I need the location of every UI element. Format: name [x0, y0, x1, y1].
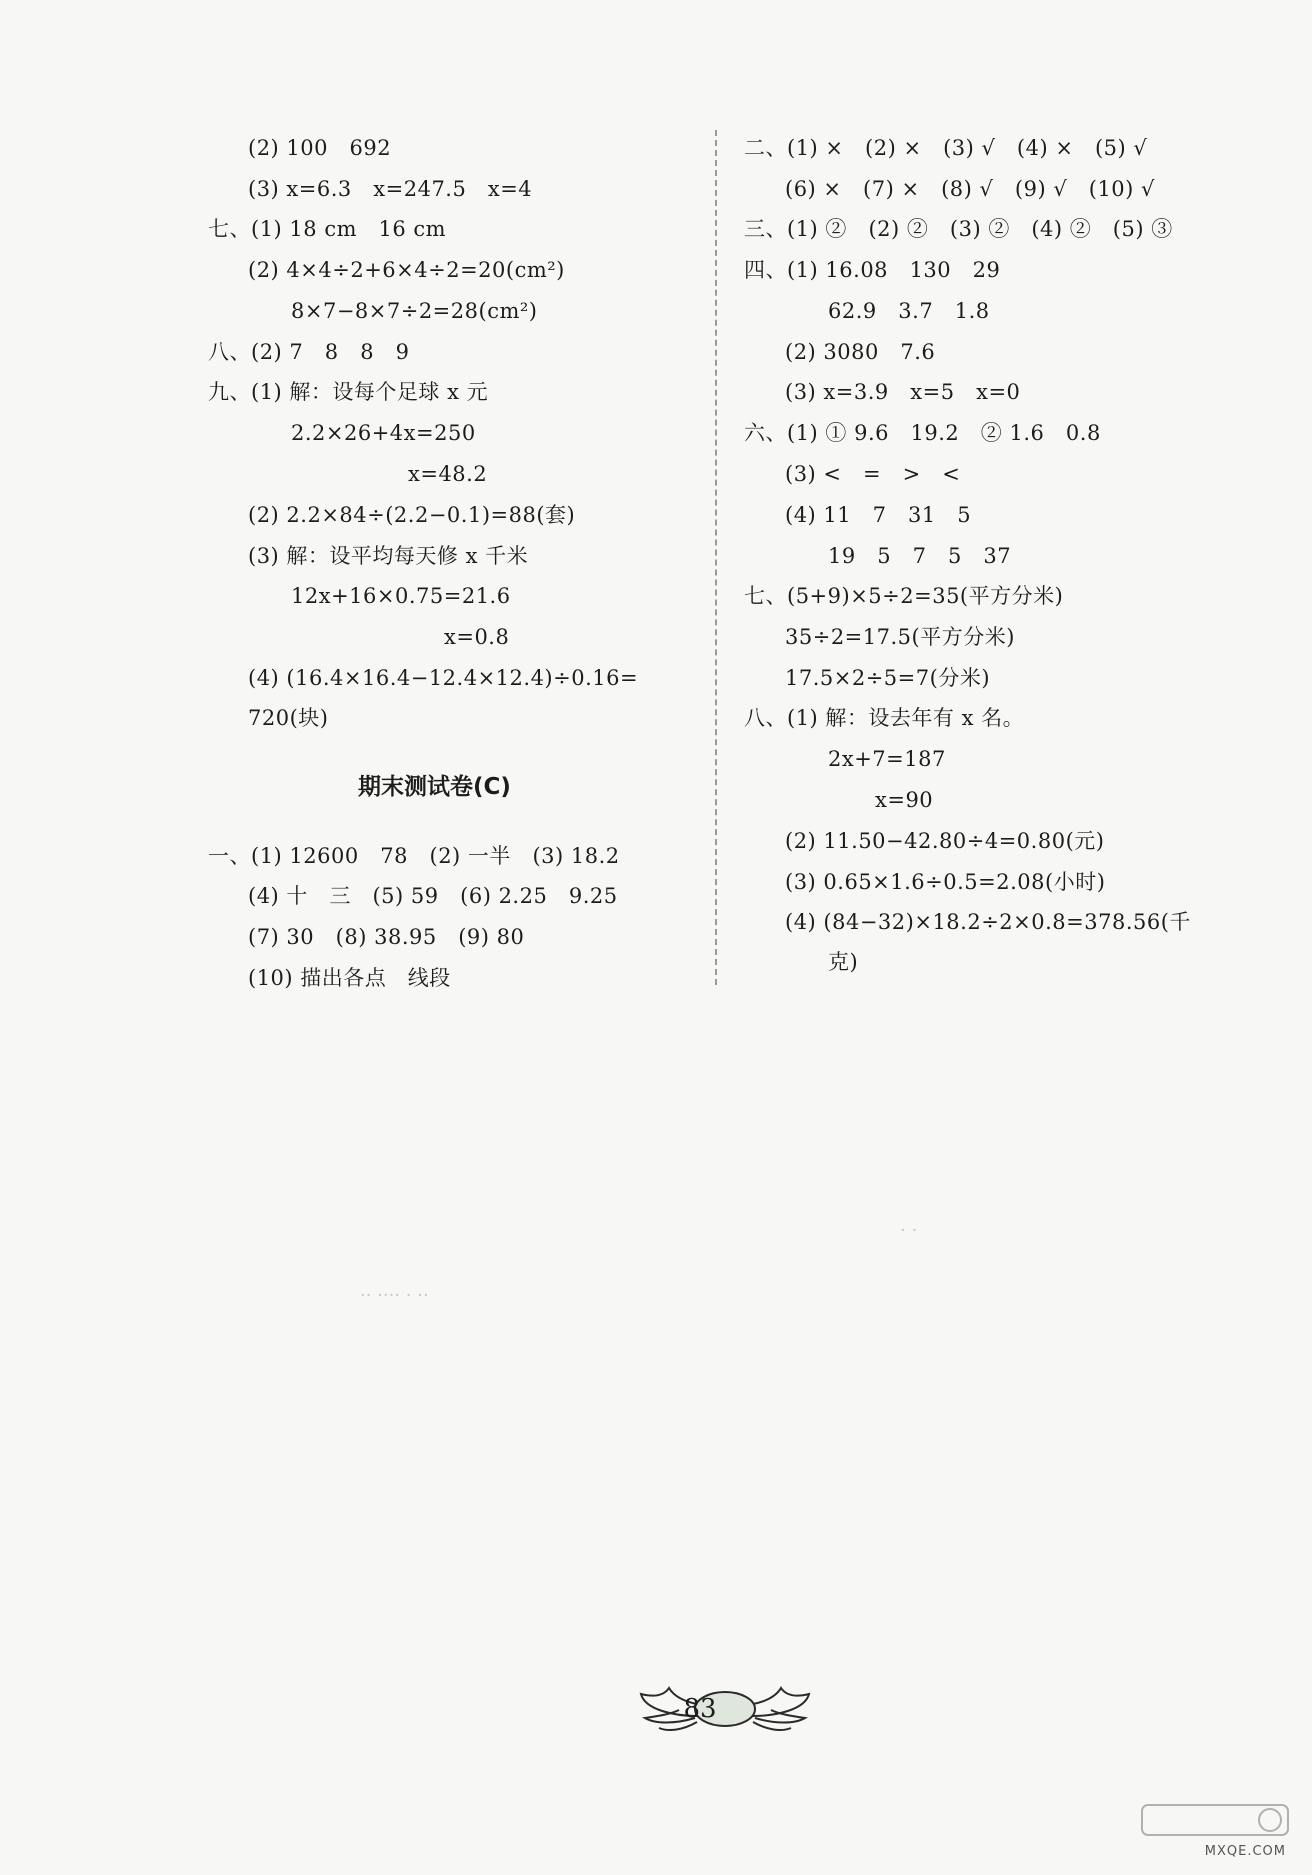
left-line-6: 八、(2) 7 8 8 9	[208, 340, 410, 364]
section-title: 期末测试卷(C)	[358, 774, 511, 800]
right-line-12: 七、(5+9)×5÷2=35(平方分米)	[744, 584, 1064, 608]
left-line-2: (3) x=6.3 x=247.5 x=4	[248, 177, 533, 201]
right-line-1: 二、(1) × (2) × (3) √ (4) × (5) √	[744, 136, 1148, 160]
left-line-9: x=48.2	[408, 462, 488, 486]
right-line-16: 2x+7=187	[828, 747, 946, 771]
right-line-15: 八、(1) 解：设去年有 x 名。	[744, 706, 1025, 730]
left-line-10: (2) 2.2×84÷(2.2−0.1)=88(套)	[248, 503, 576, 527]
right-line-4: 四、(1) 16.08 130 29	[744, 258, 1001, 282]
right-line-2: (6) × (7) × (8) √ (9) √ (10) √	[785, 177, 1155, 201]
right-line-7: (3) x=3.9 x=5 x=0	[785, 380, 1021, 404]
section-line-2: (4) 十 三 (5) 59 (6) 2.25 9.25	[248, 884, 618, 908]
right-line-20: (4) (84−32)×18.2÷2×0.8=378.56(千	[785, 910, 1191, 934]
left-line-5: 8×7−8×7÷2=28(cm²)	[291, 299, 538, 323]
section-line-3: (7) 30 (8) 38.95 (9) 80	[248, 925, 525, 949]
section-line-4: (10) 描出各点 线段	[248, 966, 451, 990]
right-line-5: 62.9 3.7 1.8	[828, 299, 990, 323]
right-line-14: 17.5×2÷5=7(分米)	[785, 666, 991, 690]
right-line-18: (2) 11.50−42.80÷4=0.80(元)	[785, 829, 1105, 853]
right-line-3: 三、(1) ② (2) ② (3) ② (4) ② (5) ③	[744, 217, 1173, 241]
scan-artifact: ·· ···· · ··	[360, 1285, 429, 1306]
right-line-9: (3) < = > <	[785, 462, 961, 486]
left-line-14: (4) (16.4×16.4−12.4×12.4)÷0.16=	[248, 666, 639, 690]
left-line-1: (2) 100 692	[248, 136, 392, 160]
right-line-13: 35÷2=17.5(平方分米)	[785, 625, 1015, 649]
left-line-3: 七、(1) 18 cm 16 cm	[208, 217, 447, 241]
column-divider	[715, 130, 717, 985]
watermark-text: MXQE.COM	[1204, 1844, 1286, 1859]
right-line-19: (3) 0.65×1.6÷0.5=2.08(小时)	[785, 870, 1106, 894]
right-line-11: 19 5 7 5 37	[828, 544, 1012, 568]
left-line-4: (2) 4×4÷2+6×4÷2=20(cm²)	[248, 258, 565, 282]
page-number: 83	[683, 1694, 717, 1724]
left-line-15: 720(块)	[248, 706, 329, 730]
scan-artifact: · ·	[900, 1220, 918, 1241]
right-line-6: (2) 3080 7.6	[785, 340, 936, 364]
right-line-17: x=90	[875, 788, 934, 812]
left-line-11: (3) 解：设平均每天修 x 千米	[248, 544, 529, 568]
left-line-7: 九、(1) 解：设每个足球 x 元	[208, 380, 489, 404]
left-line-13: x=0.8	[444, 625, 510, 649]
right-line-8: 六、(1) ① 9.6 19.2 ② 1.6 0.8	[744, 421, 1101, 445]
right-line-21: 克)	[828, 950, 859, 974]
right-line-10: (4) 11 7 31 5	[785, 503, 972, 527]
section-line-1: 一、(1) 12600 78 (2) 一半 (3) 18.2	[208, 844, 620, 868]
left-line-8: 2.2×26+4x=250	[291, 421, 476, 445]
left-line-12: 12x+16×0.75=21.6	[291, 584, 511, 608]
